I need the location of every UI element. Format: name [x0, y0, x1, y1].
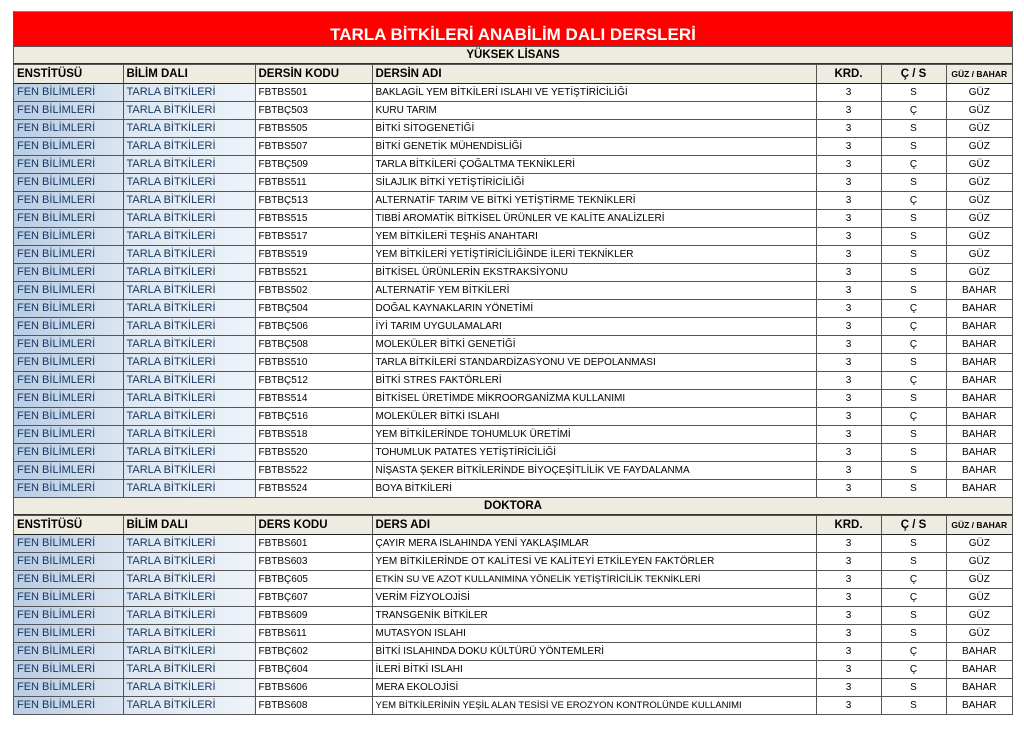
- credits-cell: 3: [816, 589, 881, 607]
- compulsory-elective-cell: S: [881, 228, 946, 246]
- table-row: [14, 571, 1012, 589]
- institute-cell: FEN BİLİMLERİ: [14, 300, 123, 318]
- table-row: [14, 318, 1012, 336]
- table-row: [14, 354, 1012, 372]
- compulsory-elective-cell: S: [881, 426, 946, 444]
- institute-cell: FEN BİLİMLERİ: [14, 607, 123, 625]
- compulsory-elective-cell: Ç: [881, 192, 946, 210]
- course-code-cell: FBTBÇ512: [255, 372, 372, 390]
- table-row: [14, 444, 1012, 462]
- institute-cell: FEN BİLİMLERİ: [14, 462, 123, 480]
- institute-cell: FEN BİLİMLERİ: [14, 264, 123, 282]
- table-row: [14, 390, 1012, 408]
- institute-cell: FEN BİLİMLERİ: [14, 444, 123, 462]
- column-header-semester: GÜZ / BAHAR: [946, 65, 1012, 84]
- semester-cell: GÜZ: [946, 553, 1012, 571]
- institute-cell: FEN BİLİMLERİ: [14, 661, 123, 679]
- table-row: [14, 607, 1012, 625]
- column-header-compulsory-elective: Ç / S: [881, 516, 946, 535]
- compulsory-elective-cell: Ç: [881, 408, 946, 426]
- course-name-cell: İLERİ BİTKİ ISLAHI: [372, 661, 816, 679]
- compulsory-elective-cell: S: [881, 535, 946, 553]
- table-row: [14, 408, 1012, 426]
- column-header-course-code: DERSİN KODU: [255, 65, 372, 84]
- course-code-cell: FBTBÇ605: [255, 571, 372, 589]
- semester-cell: GÜZ: [946, 120, 1012, 138]
- credits-cell: 3: [816, 571, 881, 589]
- institute-cell: FEN BİLİMLERİ: [14, 102, 123, 120]
- table-row: [14, 679, 1012, 697]
- institute-cell: FEN BİLİMLERİ: [14, 679, 123, 697]
- compulsory-elective-cell: S: [881, 210, 946, 228]
- credits-cell: 3: [816, 553, 881, 571]
- credits-cell: 3: [816, 156, 881, 174]
- credits-cell: 3: [816, 138, 881, 156]
- course-name-cell: YEM BİTKİLERİNDE TOHUMLUK ÜRETİMİ: [372, 426, 816, 444]
- course-code-cell: FBTBS511: [255, 174, 372, 192]
- course-name-cell: YEM BİTKİLERİNİN YEŞİL ALAN TESİSİ VE EROZYON KONTROLÜNDE KULLANIMI: [372, 697, 816, 715]
- course-code-cell: FBTBS520: [255, 444, 372, 462]
- semester-cell: BAHAR: [946, 300, 1012, 318]
- credits-cell: 3: [816, 625, 881, 643]
- department-cell: TARLA BİTKİLERİ: [123, 300, 255, 318]
- institute-cell: FEN BİLİMLERİ: [14, 282, 123, 300]
- table-row: [14, 120, 1012, 138]
- course-name-cell: BİTKİ SİTOGENETİĞİ: [372, 120, 816, 138]
- semester-cell: BAHAR: [946, 462, 1012, 480]
- compulsory-elective-cell: S: [881, 138, 946, 156]
- course-name-cell: DOĞAL KAYNAKLARIN YÖNETİMİ: [372, 300, 816, 318]
- department-cell: TARLA BİTKİLERİ: [123, 246, 255, 264]
- course-code-cell: FBTBS501: [255, 84, 372, 102]
- semester-cell: BAHAR: [946, 426, 1012, 444]
- credits-cell: 3: [816, 462, 881, 480]
- course-code-cell: FBTBS515: [255, 210, 372, 228]
- column-header-course-name: DERSİN ADI: [372, 65, 816, 84]
- course-name-cell: YEM BİTKİLERİNDE OT KALİTESİ VE KALİTEYİ ETKİLEYEN FAKTÖRLER: [372, 553, 816, 571]
- institute-cell: FEN BİLİMLERİ: [14, 210, 123, 228]
- department-cell: TARLA BİTKİLERİ: [123, 228, 255, 246]
- semester-cell: BAHAR: [946, 354, 1012, 372]
- column-header-course-name: DERS ADI: [372, 516, 816, 535]
- institute-cell: FEN BİLİMLERİ: [14, 228, 123, 246]
- course-code-cell: FBTBS505: [255, 120, 372, 138]
- compulsory-elective-cell: Ç: [881, 300, 946, 318]
- department-cell: TARLA BİTKİLERİ: [123, 390, 255, 408]
- semester-cell: GÜZ: [946, 607, 1012, 625]
- compulsory-elective-cell: Ç: [881, 156, 946, 174]
- semester-cell: BAHAR: [946, 282, 1012, 300]
- table-row: [14, 156, 1012, 174]
- course-code-cell: FBTBS517: [255, 228, 372, 246]
- department-cell: TARLA BİTKİLERİ: [123, 102, 255, 120]
- course-name-cell: ÇAYIR MERA ISLAHINDA YENİ YAKLAŞIMLAR: [372, 535, 816, 553]
- table-row: [14, 228, 1012, 246]
- department-cell: TARLA BİTKİLERİ: [123, 462, 255, 480]
- compulsory-elective-cell: S: [881, 264, 946, 282]
- semester-cell: GÜZ: [946, 192, 1012, 210]
- course-code-cell: FBTBS524: [255, 480, 372, 498]
- compulsory-elective-cell: Ç: [881, 336, 946, 354]
- section-title: YÜKSEK LİSANS: [14, 47, 1012, 64]
- course-code-cell: FBTBÇ513: [255, 192, 372, 210]
- column-header-credits: KRD.: [816, 516, 881, 535]
- course-name-cell: NİŞASTA ŞEKER BİTKİLERİNDE BİYOÇEŞİTLİLİK VE FAYDALANMA: [372, 462, 816, 480]
- department-cell: TARLA BİTKİLERİ: [123, 336, 255, 354]
- table-row: [14, 174, 1012, 192]
- course-code-cell: FBTBÇ604: [255, 661, 372, 679]
- course-name-cell: ALTERNATİF YEM BİTKİLERİ: [372, 282, 816, 300]
- course-table: [14, 64, 1012, 498]
- institute-cell: FEN BİLİMLERİ: [14, 643, 123, 661]
- table-row: [14, 426, 1012, 444]
- department-cell: TARLA BİTKİLERİ: [123, 571, 255, 589]
- semester-cell: BAHAR: [946, 643, 1012, 661]
- course-name-cell: TARLA BİTKİLERİ ÇOĞALTMA TEKNİKLERİ: [372, 156, 816, 174]
- course-name-cell: BİTKİSEL ÜRETİMDE MİKROORGANİZMA KULLANIMI: [372, 390, 816, 408]
- course-name-cell: BOYA BİTKİLERİ: [372, 480, 816, 498]
- semester-cell: GÜZ: [946, 571, 1012, 589]
- department-cell: TARLA BİTKİLERİ: [123, 318, 255, 336]
- department-cell: TARLA BİTKİLERİ: [123, 408, 255, 426]
- department-cell: TARLA BİTKİLERİ: [123, 138, 255, 156]
- table-row: [14, 589, 1012, 607]
- course-sheet: [13, 11, 1013, 715]
- course-code-cell: FBTBS519: [255, 246, 372, 264]
- institute-cell: FEN BİLİMLERİ: [14, 589, 123, 607]
- credits-cell: 3: [816, 192, 881, 210]
- semester-cell: GÜZ: [946, 228, 1012, 246]
- compulsory-elective-cell: S: [881, 120, 946, 138]
- department-cell: TARLA BİTKİLERİ: [123, 84, 255, 102]
- semester-cell: BAHAR: [946, 336, 1012, 354]
- course-name-cell: YEM BİTKİLERİ TEŞHİS ANAHTARI: [372, 228, 816, 246]
- course-code-cell: FBTBS608: [255, 697, 372, 715]
- course-name-cell: MOLEKÜLER BİTKİ GENETİĞİ: [372, 336, 816, 354]
- table-row: [14, 300, 1012, 318]
- course-code-cell: FBTBS606: [255, 679, 372, 697]
- semester-cell: GÜZ: [946, 174, 1012, 192]
- institute-cell: FEN BİLİMLERİ: [14, 336, 123, 354]
- course-name-cell: BİTKİ GENETİK MÜHENDİSLİĞİ: [372, 138, 816, 156]
- table-row: [14, 372, 1012, 390]
- course-code-cell: FBTBS521: [255, 264, 372, 282]
- credits-cell: 3: [816, 120, 881, 138]
- course-name-cell: ALTERNATİF TARIM VE BİTKİ YETİŞTİRME TEKNİKLERİ: [372, 192, 816, 210]
- table-row: [14, 643, 1012, 661]
- department-cell: TARLA BİTKİLERİ: [123, 480, 255, 498]
- department-cell: TARLA BİTKİLERİ: [123, 643, 255, 661]
- column-header-semester: GÜZ / BAHAR: [946, 516, 1012, 535]
- department-cell: TARLA BİTKİLERİ: [123, 354, 255, 372]
- department-cell: TARLA BİTKİLERİ: [123, 444, 255, 462]
- compulsory-elective-cell: S: [881, 679, 946, 697]
- credits-cell: 3: [816, 246, 881, 264]
- credits-cell: 3: [816, 84, 881, 102]
- course-name-cell: YEM BİTKİLERİ YETİŞTİRİCİLİĞİNDE İLERİ TEKNİKLER: [372, 246, 816, 264]
- semester-cell: BAHAR: [946, 372, 1012, 390]
- department-cell: TARLA BİTKİLERİ: [123, 553, 255, 571]
- semester-cell: BAHAR: [946, 480, 1012, 498]
- column-header-department: BİLİM DALI: [123, 65, 255, 84]
- course-name-cell: TIBBİ AROMATİK BİTKİSEL ÜRÜNLER VE KALİTE ANALİZLERİ: [372, 210, 816, 228]
- department-cell: TARLA BİTKİLERİ: [123, 210, 255, 228]
- table-row: [14, 138, 1012, 156]
- credits-cell: 3: [816, 444, 881, 462]
- course-name-cell: İYİ TARIM UYGULAMALARI: [372, 318, 816, 336]
- course-code-cell: FBTBÇ509: [255, 156, 372, 174]
- course-code-cell: FBTBÇ607: [255, 589, 372, 607]
- semester-cell: GÜZ: [946, 210, 1012, 228]
- course-code-cell: FBTBÇ508: [255, 336, 372, 354]
- course-name-cell: ETKİN SU VE AZOT KULLANIMINA YÖNELİK YETİŞTİRİCİLİK TEKNİKLERİ: [372, 571, 816, 589]
- course-code-cell: FBTBS502: [255, 282, 372, 300]
- department-cell: TARLA BİTKİLERİ: [123, 607, 255, 625]
- institute-cell: FEN BİLİMLERİ: [14, 480, 123, 498]
- table-row: [14, 535, 1012, 553]
- course-name-cell: KURU TARIM: [372, 102, 816, 120]
- compulsory-elective-cell: Ç: [881, 318, 946, 336]
- table-row: [14, 246, 1012, 264]
- institute-cell: FEN BİLİMLERİ: [14, 372, 123, 390]
- table-row: [14, 264, 1012, 282]
- semester-cell: BAHAR: [946, 697, 1012, 715]
- compulsory-elective-cell: S: [881, 697, 946, 715]
- credits-cell: 3: [816, 661, 881, 679]
- credits-cell: 3: [816, 102, 881, 120]
- header-row: [14, 65, 1012, 84]
- department-cell: TARLA BİTKİLERİ: [123, 535, 255, 553]
- institute-cell: FEN BİLİMLERİ: [14, 426, 123, 444]
- course-name-cell: SİLAJLIK BİTKİ YETİŞTİRİCİLİĞİ: [372, 174, 816, 192]
- department-cell: TARLA BİTKİLERİ: [123, 120, 255, 138]
- course-code-cell: FBTBÇ506: [255, 318, 372, 336]
- semester-cell: BAHAR: [946, 444, 1012, 462]
- semester-cell: GÜZ: [946, 589, 1012, 607]
- compulsory-elective-cell: S: [881, 625, 946, 643]
- institute-cell: FEN BİLİMLERİ: [14, 390, 123, 408]
- course-name-cell: MERA EKOLOJİSİ: [372, 679, 816, 697]
- credits-cell: 3: [816, 607, 881, 625]
- semester-cell: BAHAR: [946, 661, 1012, 679]
- institute-cell: FEN BİLİMLERİ: [14, 246, 123, 264]
- semester-cell: BAHAR: [946, 390, 1012, 408]
- column-header-institute: ENSTİTÜSÜ: [14, 65, 123, 84]
- course-code-cell: FBTBS514: [255, 390, 372, 408]
- course-code-cell: FBTBS601: [255, 535, 372, 553]
- department-cell: TARLA BİTKİLERİ: [123, 372, 255, 390]
- compulsory-elective-cell: Ç: [881, 661, 946, 679]
- column-header-department: BİLİM DALI: [123, 516, 255, 535]
- course-name-cell: BİTKİ ISLAHINDA DOKU KÜLTÜRÜ YÖNTEMLERİ: [372, 643, 816, 661]
- table-row: [14, 192, 1012, 210]
- institute-cell: FEN BİLİMLERİ: [14, 553, 123, 571]
- compulsory-elective-cell: S: [881, 84, 946, 102]
- department-cell: TARLA BİTKİLERİ: [123, 282, 255, 300]
- semester-cell: GÜZ: [946, 535, 1012, 553]
- department-cell: TARLA BİTKİLERİ: [123, 156, 255, 174]
- course-code-cell: FBTBÇ504: [255, 300, 372, 318]
- course-name-cell: BAKLAGİL YEM BİTKİLERİ ISLAHI VE YETİŞTİRİCİLİĞİ: [372, 84, 816, 102]
- compulsory-elective-cell: S: [881, 174, 946, 192]
- credits-cell: 3: [816, 679, 881, 697]
- semester-cell: GÜZ: [946, 102, 1012, 120]
- table-row: [14, 462, 1012, 480]
- compulsory-elective-cell: S: [881, 390, 946, 408]
- table-row: [14, 697, 1012, 715]
- course-name-cell: BİTKİ STRES FAKTÖRLERİ: [372, 372, 816, 390]
- course-name-cell: BİTKİSEL ÜRÜNLERİN EKSTRAKSİYONU: [372, 264, 816, 282]
- semester-cell: BAHAR: [946, 408, 1012, 426]
- credits-cell: 3: [816, 408, 881, 426]
- credits-cell: 3: [816, 372, 881, 390]
- semester-cell: GÜZ: [946, 264, 1012, 282]
- column-header-course-code: DERS KODU: [255, 516, 372, 535]
- compulsory-elective-cell: S: [881, 462, 946, 480]
- course-code-cell: FBTBS518: [255, 426, 372, 444]
- course-table: [14, 515, 1012, 715]
- compulsory-elective-cell: S: [881, 480, 946, 498]
- compulsory-elective-cell: S: [881, 282, 946, 300]
- department-cell: TARLA BİTKİLERİ: [123, 661, 255, 679]
- header-row: [14, 516, 1012, 535]
- institute-cell: FEN BİLİMLERİ: [14, 84, 123, 102]
- credits-cell: 3: [816, 264, 881, 282]
- credits-cell: 3: [816, 354, 881, 372]
- table-row: [14, 661, 1012, 679]
- credits-cell: 3: [816, 426, 881, 444]
- semester-cell: GÜZ: [946, 84, 1012, 102]
- compulsory-elective-cell: S: [881, 607, 946, 625]
- course-code-cell: FBTBÇ602: [255, 643, 372, 661]
- table-row: [14, 84, 1012, 102]
- institute-cell: FEN BİLİMLERİ: [14, 625, 123, 643]
- institute-cell: FEN BİLİMLERİ: [14, 318, 123, 336]
- course-name-cell: MOLEKÜLER BİTKİ ISLAHI: [372, 408, 816, 426]
- department-cell: TARLA BİTKİLERİ: [123, 679, 255, 697]
- institute-cell: FEN BİLİMLERİ: [14, 192, 123, 210]
- credits-cell: 3: [816, 174, 881, 192]
- course-code-cell: FBTBS507: [255, 138, 372, 156]
- credits-cell: 3: [816, 480, 881, 498]
- credits-cell: 3: [816, 282, 881, 300]
- table-row: [14, 282, 1012, 300]
- table-row: [14, 480, 1012, 498]
- course-code-cell: FBTBS510: [255, 354, 372, 372]
- compulsory-elective-cell: Ç: [881, 102, 946, 120]
- credits-cell: 3: [816, 300, 881, 318]
- course-name-cell: MUTASYON ISLAHI: [372, 625, 816, 643]
- table-row: [14, 336, 1012, 354]
- credits-cell: 3: [816, 390, 881, 408]
- course-code-cell: FBTBS611: [255, 625, 372, 643]
- section-title: DOKTORA: [14, 498, 1012, 515]
- semester-cell: GÜZ: [946, 625, 1012, 643]
- semester-cell: GÜZ: [946, 156, 1012, 174]
- table-row: [14, 553, 1012, 571]
- column-header-compulsory-elective: Ç / S: [881, 65, 946, 84]
- table-row: [14, 102, 1012, 120]
- column-header-credits: KRD.: [816, 65, 881, 84]
- department-cell: TARLA BİTKİLERİ: [123, 589, 255, 607]
- compulsory-elective-cell: Ç: [881, 571, 946, 589]
- course-name-cell: TRANSGENİK BİTKİLER: [372, 607, 816, 625]
- institute-cell: FEN BİLİMLERİ: [14, 571, 123, 589]
- semester-cell: BAHAR: [946, 318, 1012, 336]
- credits-cell: 3: [816, 228, 881, 246]
- compulsory-elective-cell: S: [881, 354, 946, 372]
- institute-cell: FEN BİLİMLERİ: [14, 697, 123, 715]
- compulsory-elective-cell: Ç: [881, 643, 946, 661]
- table-row: [14, 210, 1012, 228]
- credits-cell: 3: [816, 318, 881, 336]
- department-cell: TARLA BİTKİLERİ: [123, 174, 255, 192]
- course-code-cell: FBTBS609: [255, 607, 372, 625]
- compulsory-elective-cell: Ç: [881, 589, 946, 607]
- credits-cell: 3: [816, 336, 881, 354]
- department-cell: TARLA BİTKİLERİ: [123, 697, 255, 715]
- institute-cell: FEN BİLİMLERİ: [14, 535, 123, 553]
- department-cell: TARLA BİTKİLERİ: [123, 625, 255, 643]
- credits-cell: 3: [816, 643, 881, 661]
- course-code-cell: FBTBÇ516: [255, 408, 372, 426]
- course-name-cell: TOHUMLUK PATATES YETİŞTİRİCİLİĞİ: [372, 444, 816, 462]
- semester-cell: GÜZ: [946, 138, 1012, 156]
- compulsory-elective-cell: S: [881, 246, 946, 264]
- credits-cell: 3: [816, 210, 881, 228]
- department-cell: TARLA BİTKİLERİ: [123, 264, 255, 282]
- course-name-cell: TARLA BİTKİLERİ STANDARDİZASYONU VE DEPOLANMASI: [372, 354, 816, 372]
- course-code-cell: FBTBS522: [255, 462, 372, 480]
- table-row: [14, 625, 1012, 643]
- credits-cell: 3: [816, 697, 881, 715]
- compulsory-elective-cell: Ç: [881, 372, 946, 390]
- compulsory-elective-cell: S: [881, 444, 946, 462]
- sheet-title: TARLA BİTKİLERİ ANABİLİM DALI DERSLERİ: [14, 11, 1012, 47]
- semester-cell: GÜZ: [946, 246, 1012, 264]
- institute-cell: FEN BİLİMLERİ: [14, 120, 123, 138]
- course-name-cell: VERİM FİZYOLOJİSİ: [372, 589, 816, 607]
- semester-cell: BAHAR: [946, 679, 1012, 697]
- course-code-cell: FBTBS603: [255, 553, 372, 571]
- institute-cell: FEN BİLİMLERİ: [14, 354, 123, 372]
- department-cell: TARLA BİTKİLERİ: [123, 426, 255, 444]
- course-code-cell: FBTBÇ503: [255, 102, 372, 120]
- institute-cell: FEN BİLİMLERİ: [14, 156, 123, 174]
- institute-cell: FEN BİLİMLERİ: [14, 174, 123, 192]
- column-header-institute: ENSTİTÜSÜ: [14, 516, 123, 535]
- credits-cell: 3: [816, 535, 881, 553]
- department-cell: TARLA BİTKİLERİ: [123, 192, 255, 210]
- institute-cell: FEN BİLİMLERİ: [14, 138, 123, 156]
- institute-cell: FEN BİLİMLERİ: [14, 408, 123, 426]
- compulsory-elective-cell: S: [881, 553, 946, 571]
